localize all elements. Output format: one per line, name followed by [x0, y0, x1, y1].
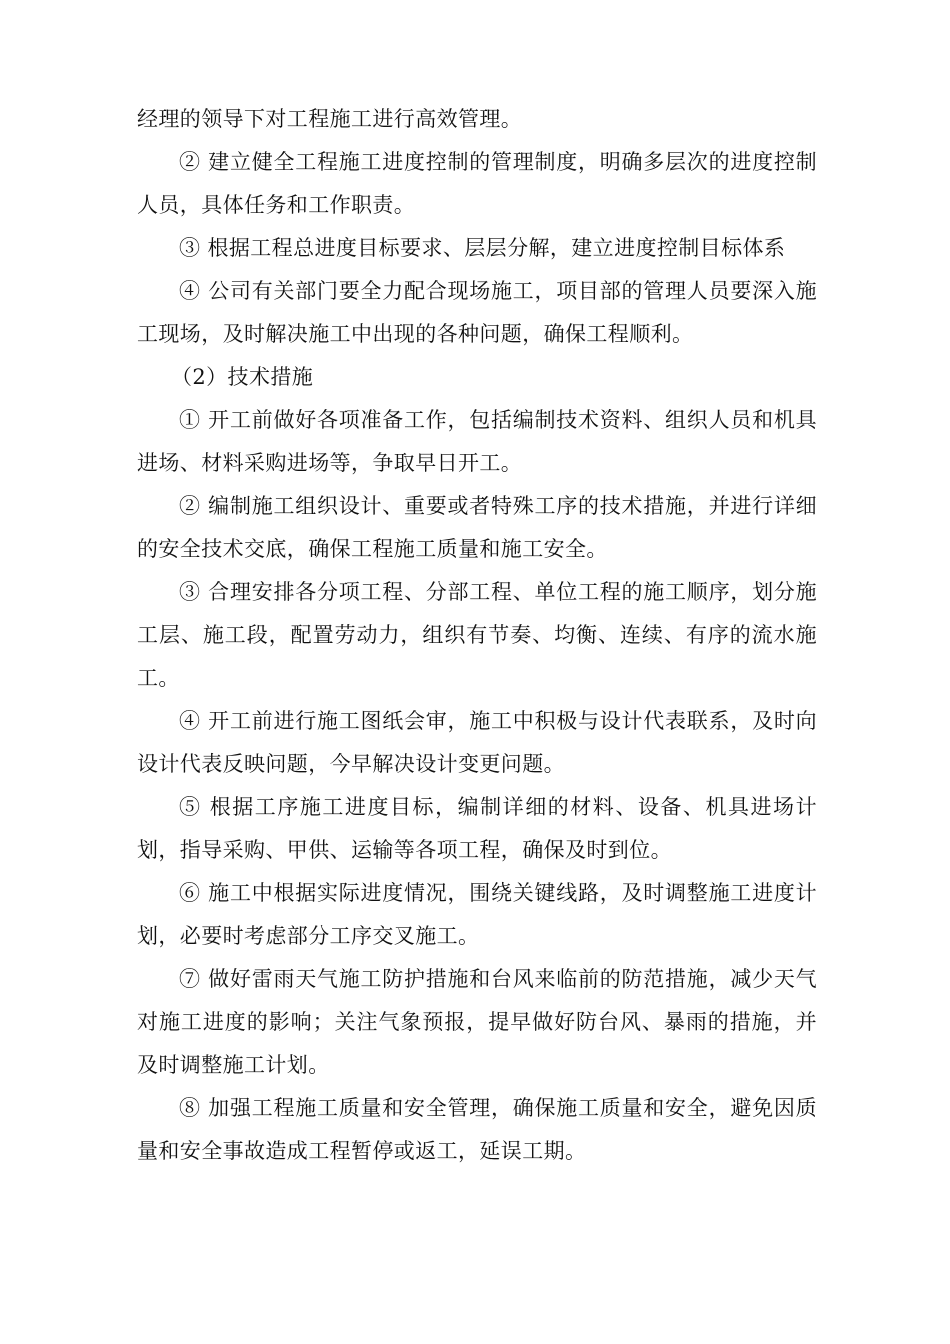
document-body [137, 98, 817, 1173]
paragraph-item-4-departments-cooperation: ④ 公司有关部门要全力配合现场施工，项目部的管理人员要深入施工现场，及时解决施工中出现的各种问题，确保工程顺利。 [137, 279, 817, 346]
paragraph-tech-item-4: ④ 开工前进行施工图纸会审，施工中积极与设计代表联系，及时向设计代表反映问题，今早解决设计变更问题。 [137, 709, 817, 776]
paragraph-tech-item-8: ⑧ 加强工程施工质量和安全管理，确保施工质量和安全，避免因质量和安全事故造成工程暂停或返工，延误工期。 [137, 1096, 817, 1163]
paragraph-tech-item-7: ⑦ 做好雷雨天气施工防护措施和台风来临前的防范措施，减少天气对施工进度的影响；关注气象预报，提早做好防台风、暴雨的措施，并及时调整施工计划。 [137, 967, 817, 1077]
paragraph-tech-item-3: ③ 合理安排各分项工程、分部工程、单位工程的施工顺序，划分施工层、施工段，配置劳动力，组织有节奏、均衡、连续、有序的流水施工。 [137, 580, 817, 690]
paragraph-tech-item-6: ⑥ 施工中根据实际进度情况，围绕关键线路，及时调整施工进度计划，必要时考虑部分工序交叉施工。 [137, 881, 817, 948]
section-heading-technical-measures: （2）技术措施 [171, 365, 314, 389]
paragraph-tech-item-2: ② 编制施工组织设计、重要或者特殊工序的技术措施，并进行详细的安全技术交底，确保工程施工质量和施工安全。 [137, 494, 817, 561]
paragraph-tech-item-1: ① 开工前做好各项准备工作，包括编制技术资料、组织人员和机具进场、材料采购进场等，争取早日开工。 [137, 408, 817, 475]
paragraph-item-2-management-system: ② 建立健全工程施工进度控制的管理制度，明确多层次的进度控制人员，具体任务和工作职责。 [137, 150, 817, 217]
paragraph-continuation: 经理的领导下对工程施工进行高效管理。 [137, 107, 523, 131]
paragraph-tech-item-5: ⑤ 根据工序施工进度目标，编制详细的材料、设备、机具进场计划，指导采购、甲供、运输等各项工程，确保及时到位。 [137, 795, 817, 862]
paragraph-item-3-target-system: ③ 根据工程总进度目标要求、层层分解，建立进度控制目标体系 [179, 236, 786, 260]
